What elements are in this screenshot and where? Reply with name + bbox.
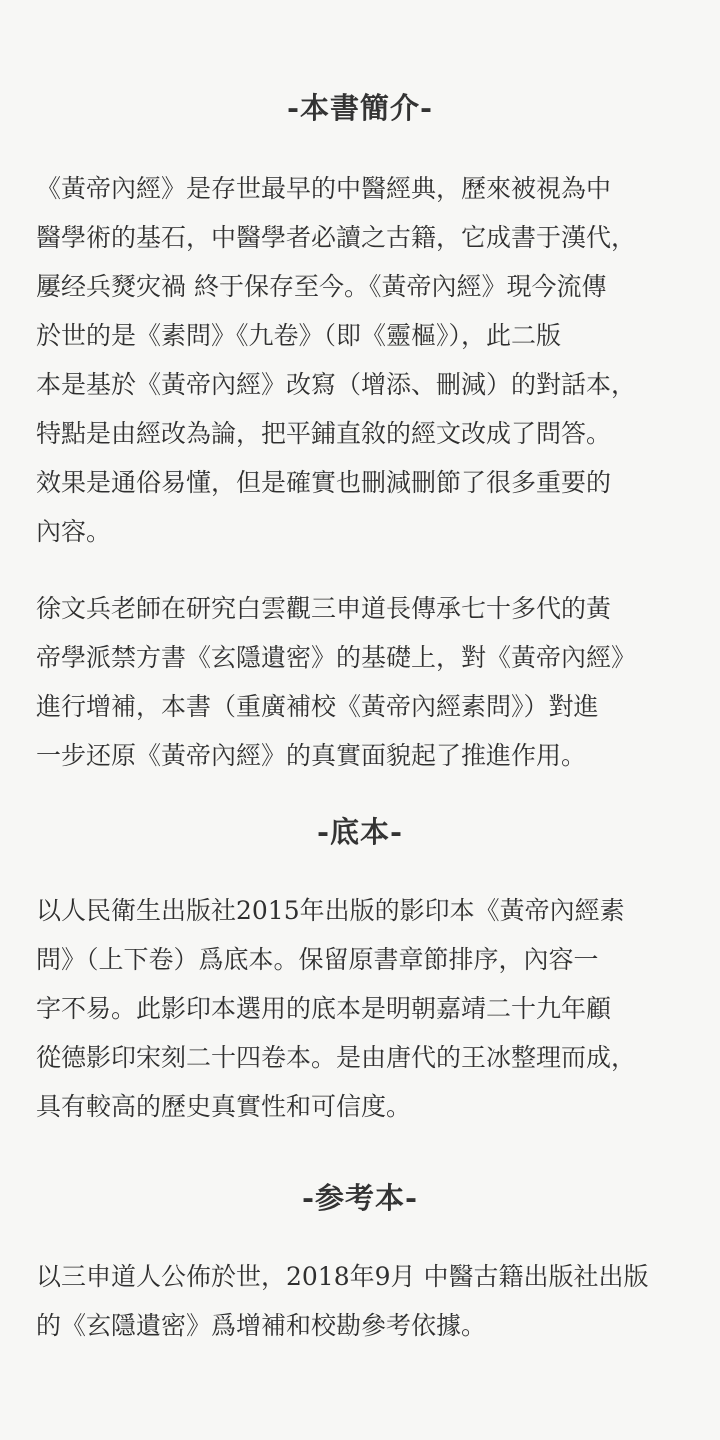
text-line: 效果是通俗易懂，但是確實也刪減刪節了很多重要的 xyxy=(36,468,612,497)
text-line: 以人民衛生出版社2015年出版的影印本《黃帝內經素 xyxy=(36,896,625,925)
text-line: 於世的是《素問》《九卷》（即《靈樞》），此二版 xyxy=(36,321,562,350)
text-line: 《黃帝內經》是存世最早的中醫經典，歷來被視為中 xyxy=(36,174,612,203)
text-line: 問》（上下卷）爲底本。保留原書章節排序，內容一 xyxy=(36,945,599,974)
text-line: 本是基於《黃帝內經》改寫（增添、刪減）的對話本， xyxy=(36,370,637,399)
intro-paragraph-2 xyxy=(36,584,686,780)
text-line: 內容。 xyxy=(36,517,112,546)
text-line: 字不易。此影印本選用的底本是明朝嘉靖二十九年顧 xyxy=(36,994,612,1023)
section-heading-intro: -本書簡介- xyxy=(286,91,434,125)
text-line: 徐文兵老師在研究白雲觀三申道長傳承七十多代的黃 xyxy=(36,594,612,623)
text-line: 進行增補，本書（重廣補校《黃帝內經素問》）對進 xyxy=(36,692,599,721)
intro-paragraph-1 xyxy=(36,164,686,556)
text-line: 以三申道人公佈於世，2018年9月 中醫古籍出版社出版 xyxy=(36,1262,649,1291)
text-line: 帝學派禁方書《玄隱遺密》的基礎上，對《黃帝內經》 xyxy=(36,643,637,672)
text-line: 一步还原《黃帝內經》的真實面貌起了推進作用。 xyxy=(36,741,587,770)
text-line: 特點是由經改為論，把平鋪直敘的經文改成了問答。 xyxy=(36,419,612,448)
text-line: 的《玄隱遺密》爲增補和校勘參考依據。 xyxy=(36,1311,487,1340)
section-heading-base: -底本- xyxy=(316,815,404,849)
section-heading-reference: -参考本- xyxy=(301,1181,419,1215)
base-paragraph xyxy=(36,886,686,1131)
text-line: 醫學術的基石，中醫學者必讀之古籍，它成書于漢代， xyxy=(36,223,637,252)
text-line: 屢经兵燹灾禍 終于保存至今。《黃帝內經》現今流傳 xyxy=(36,272,607,301)
reference-paragraph xyxy=(36,1252,686,1350)
text-line: 從德影印宋刻二十四卷本。是由唐代的王冰整理而成， xyxy=(36,1043,637,1072)
text-line: 具有較高的歷史真實性和可信度。 xyxy=(36,1092,412,1121)
